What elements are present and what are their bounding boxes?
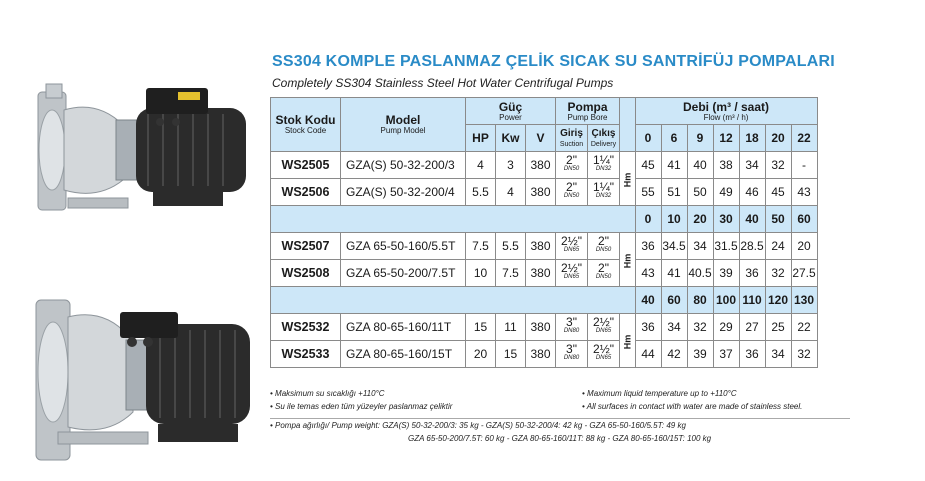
head-value: 24 <box>765 233 791 260</box>
hp-value: 5.5 <box>466 179 496 206</box>
flow-value: 10 <box>661 206 687 233</box>
head-value: 45 <box>635 152 661 179</box>
head-value: 38 <box>713 152 739 179</box>
stock-code: WS2508 <box>271 260 341 287</box>
head-value: 50 <box>687 179 713 206</box>
voltage-value: 380 <box>526 341 556 368</box>
flow-value: 50 <box>765 206 791 233</box>
flow-value: 12 <box>713 125 739 152</box>
head-value: 27.5 <box>791 260 817 287</box>
head-value: 20 <box>791 233 817 260</box>
hm-label: Hm <box>620 233 636 287</box>
head-value: 51 <box>661 179 687 206</box>
kw-value: 7.5 <box>496 260 526 287</box>
head-value: 44 <box>635 341 661 368</box>
hp-value: 10 <box>466 260 496 287</box>
head-value: 31.5 <box>713 233 739 260</box>
pump-spec-table <box>270 97 818 368</box>
head-value: 37 <box>713 341 739 368</box>
flow-value: 6 <box>661 125 687 152</box>
table-row <box>271 341 818 368</box>
kw-value: 4 <box>496 179 526 206</box>
pump-model: GZA(S) 50-32-200/4 <box>341 179 466 206</box>
voltage-value: 380 <box>526 152 556 179</box>
table-row <box>271 152 818 179</box>
hp-value: 15 <box>466 314 496 341</box>
header-power: Güç Power <box>466 98 556 125</box>
suction-bore: 2" DN50 <box>556 179 588 206</box>
suction-bore: 3" DN80 <box>556 314 588 341</box>
hp-value: 7.5 <box>466 233 496 260</box>
delivery-bore: 2½" DN65 <box>588 314 620 341</box>
head-value: 32 <box>765 152 791 179</box>
hp-value: 4 <box>466 152 496 179</box>
flow-value: 40 <box>739 206 765 233</box>
header-stock-code: Stok Kodu Stock Code <box>271 98 341 152</box>
stock-code: WS2507 <box>271 233 341 260</box>
head-value: 36 <box>739 260 765 287</box>
flow-value: 0 <box>635 125 661 152</box>
header-v: V <box>526 125 556 152</box>
flow-value: 100 <box>713 287 739 314</box>
pump-model: GZA(S) 50-32-200/3 <box>341 152 466 179</box>
flow-value: 20 <box>765 125 791 152</box>
header-delivery: Çıkış Delivery <box>588 125 620 152</box>
stock-code: WS2506 <box>271 179 341 206</box>
delivery-bore: 1¼" DN32 <box>588 152 620 179</box>
voltage-value: 380 <box>526 314 556 341</box>
table-row <box>271 260 818 287</box>
pump-model: GZA 80-65-160/15T <box>341 341 466 368</box>
notes-divider <box>270 418 850 419</box>
stock-code: WS2533 <box>271 341 341 368</box>
voltage-value: 380 <box>526 179 556 206</box>
flow-value: 60 <box>791 206 817 233</box>
flow-value: 120 <box>765 287 791 314</box>
kw-value: 3 <box>496 152 526 179</box>
hp-value: 20 <box>466 341 496 368</box>
note-stainless-en: • All surfaces in contact with water are made of stainless steel. <box>582 402 803 411</box>
note-stainless-tr: • Su ile temas eden tüm yüzeyler paslanmaz çeliktir <box>270 402 453 411</box>
head-value: 42 <box>661 341 687 368</box>
head-value: 49 <box>713 179 739 206</box>
table-row <box>271 179 818 206</box>
head-value: 40 <box>687 152 713 179</box>
header-hp: HP <box>466 125 496 152</box>
head-value: - <box>791 152 817 179</box>
stock-code: WS2505 <box>271 152 341 179</box>
head-value: 27 <box>739 314 765 341</box>
flow-value: 20 <box>687 206 713 233</box>
pump-model: GZA 65-50-200/7.5T <box>341 260 466 287</box>
pump-image-bottom <box>28 292 258 472</box>
flow-value: 18 <box>739 125 765 152</box>
page-title: SS304 KOMPLE PASLANMAZ ÇELİK SICAK SU SANTRİFÜJ POMPALARI <box>272 53 835 70</box>
head-value: 43 <box>635 260 661 287</box>
head-value: 34 <box>687 233 713 260</box>
head-value: 45 <box>765 179 791 206</box>
flow-value: 9 <box>687 125 713 152</box>
head-value: 39 <box>687 341 713 368</box>
voltage-value: 380 <box>526 233 556 260</box>
header-model: Model Pump Model <box>341 98 466 152</box>
head-value: 32 <box>791 341 817 368</box>
head-value: 39 <box>713 260 739 287</box>
suction-bore: 3" DN80 <box>556 341 588 368</box>
group-separator <box>271 287 636 314</box>
suction-bore: 2" DN50 <box>556 152 588 179</box>
head-value: 34 <box>739 152 765 179</box>
head-value: 29 <box>713 314 739 341</box>
page-subtitle: Completely SS304 Stainless Steel Hot Water Centrifugal Pumps <box>272 76 614 90</box>
voltage-value: 380 <box>526 260 556 287</box>
delivery-bore: 2" DN50 <box>588 233 620 260</box>
head-value: 36 <box>635 314 661 341</box>
header-suction: Giriş Suction <box>556 125 588 152</box>
delivery-bore: 2½" DN65 <box>588 341 620 368</box>
kw-value: 11 <box>496 314 526 341</box>
head-value: 32 <box>765 260 791 287</box>
pump-model: GZA 80-65-160/11T <box>341 314 466 341</box>
kw-value: 15 <box>496 341 526 368</box>
flow-value: 130 <box>791 287 817 314</box>
note-max-temp-tr: • Maksimum su sıcaklığı +110°C <box>270 389 385 398</box>
head-value: 36 <box>635 233 661 260</box>
head-value: 46 <box>739 179 765 206</box>
head-value: 32 <box>687 314 713 341</box>
group-separator <box>271 206 636 233</box>
delivery-bore: 2" DN50 <box>588 260 620 287</box>
header-pump-bore: Pompa Pump Bore <box>556 98 620 125</box>
note-pump-weight-cont: GZA 65-50-200/7.5T: 60 kg - GZA 80-65-160/11T: 88 kg - GZA 80-65-160/15T: 100 kg <box>408 434 712 443</box>
flow-value: 22 <box>791 125 817 152</box>
table-row <box>271 233 818 260</box>
delivery-bore: 1¼" DN32 <box>588 179 620 206</box>
header-kw: Kw <box>496 125 526 152</box>
header-blank <box>620 98 636 152</box>
flow-value: 60 <box>661 287 687 314</box>
head-value: 25 <box>765 314 791 341</box>
head-value: 43 <box>791 179 817 206</box>
header-flow: Debi (m³ / saat) Flow (m³ / h) <box>635 98 817 125</box>
flow-value: 110 <box>739 287 765 314</box>
table-row <box>271 314 818 341</box>
head-value: 34.5 <box>661 233 687 260</box>
head-value: 34 <box>765 341 791 368</box>
head-value: 41 <box>661 152 687 179</box>
pump-image-top <box>28 80 258 215</box>
hm-label: Hm <box>620 314 636 368</box>
hm-label: Hm <box>620 152 636 206</box>
head-value: 40.5 <box>687 260 713 287</box>
head-value: 55 <box>635 179 661 206</box>
flow-value: 40 <box>635 287 661 314</box>
suction-bore: 2½" DN65 <box>556 260 588 287</box>
flow-value: 30 <box>713 206 739 233</box>
kw-value: 5.5 <box>496 233 526 260</box>
suction-bore: 2½" DN65 <box>556 233 588 260</box>
note-max-temp-en: • Maximum liquid temperature up to +110°C <box>582 389 737 398</box>
head-value: 36 <box>739 341 765 368</box>
stock-code: WS2532 <box>271 314 341 341</box>
note-pump-weight: • Pompa ağırlığı/ Pump weight: GZA(S) 50-32-200/3: 35 kg - GZA(S) 50-32-200/4: 42 kg - GZA 65-50-160/5.5T: 49 kg <box>270 421 686 430</box>
head-value: 41 <box>661 260 687 287</box>
head-value: 34 <box>661 314 687 341</box>
flow-value: 80 <box>687 287 713 314</box>
pump-model: GZA 65-50-160/5.5T <box>341 233 466 260</box>
head-value: 28.5 <box>739 233 765 260</box>
flow-value: 0 <box>635 206 661 233</box>
head-value: 22 <box>791 314 817 341</box>
